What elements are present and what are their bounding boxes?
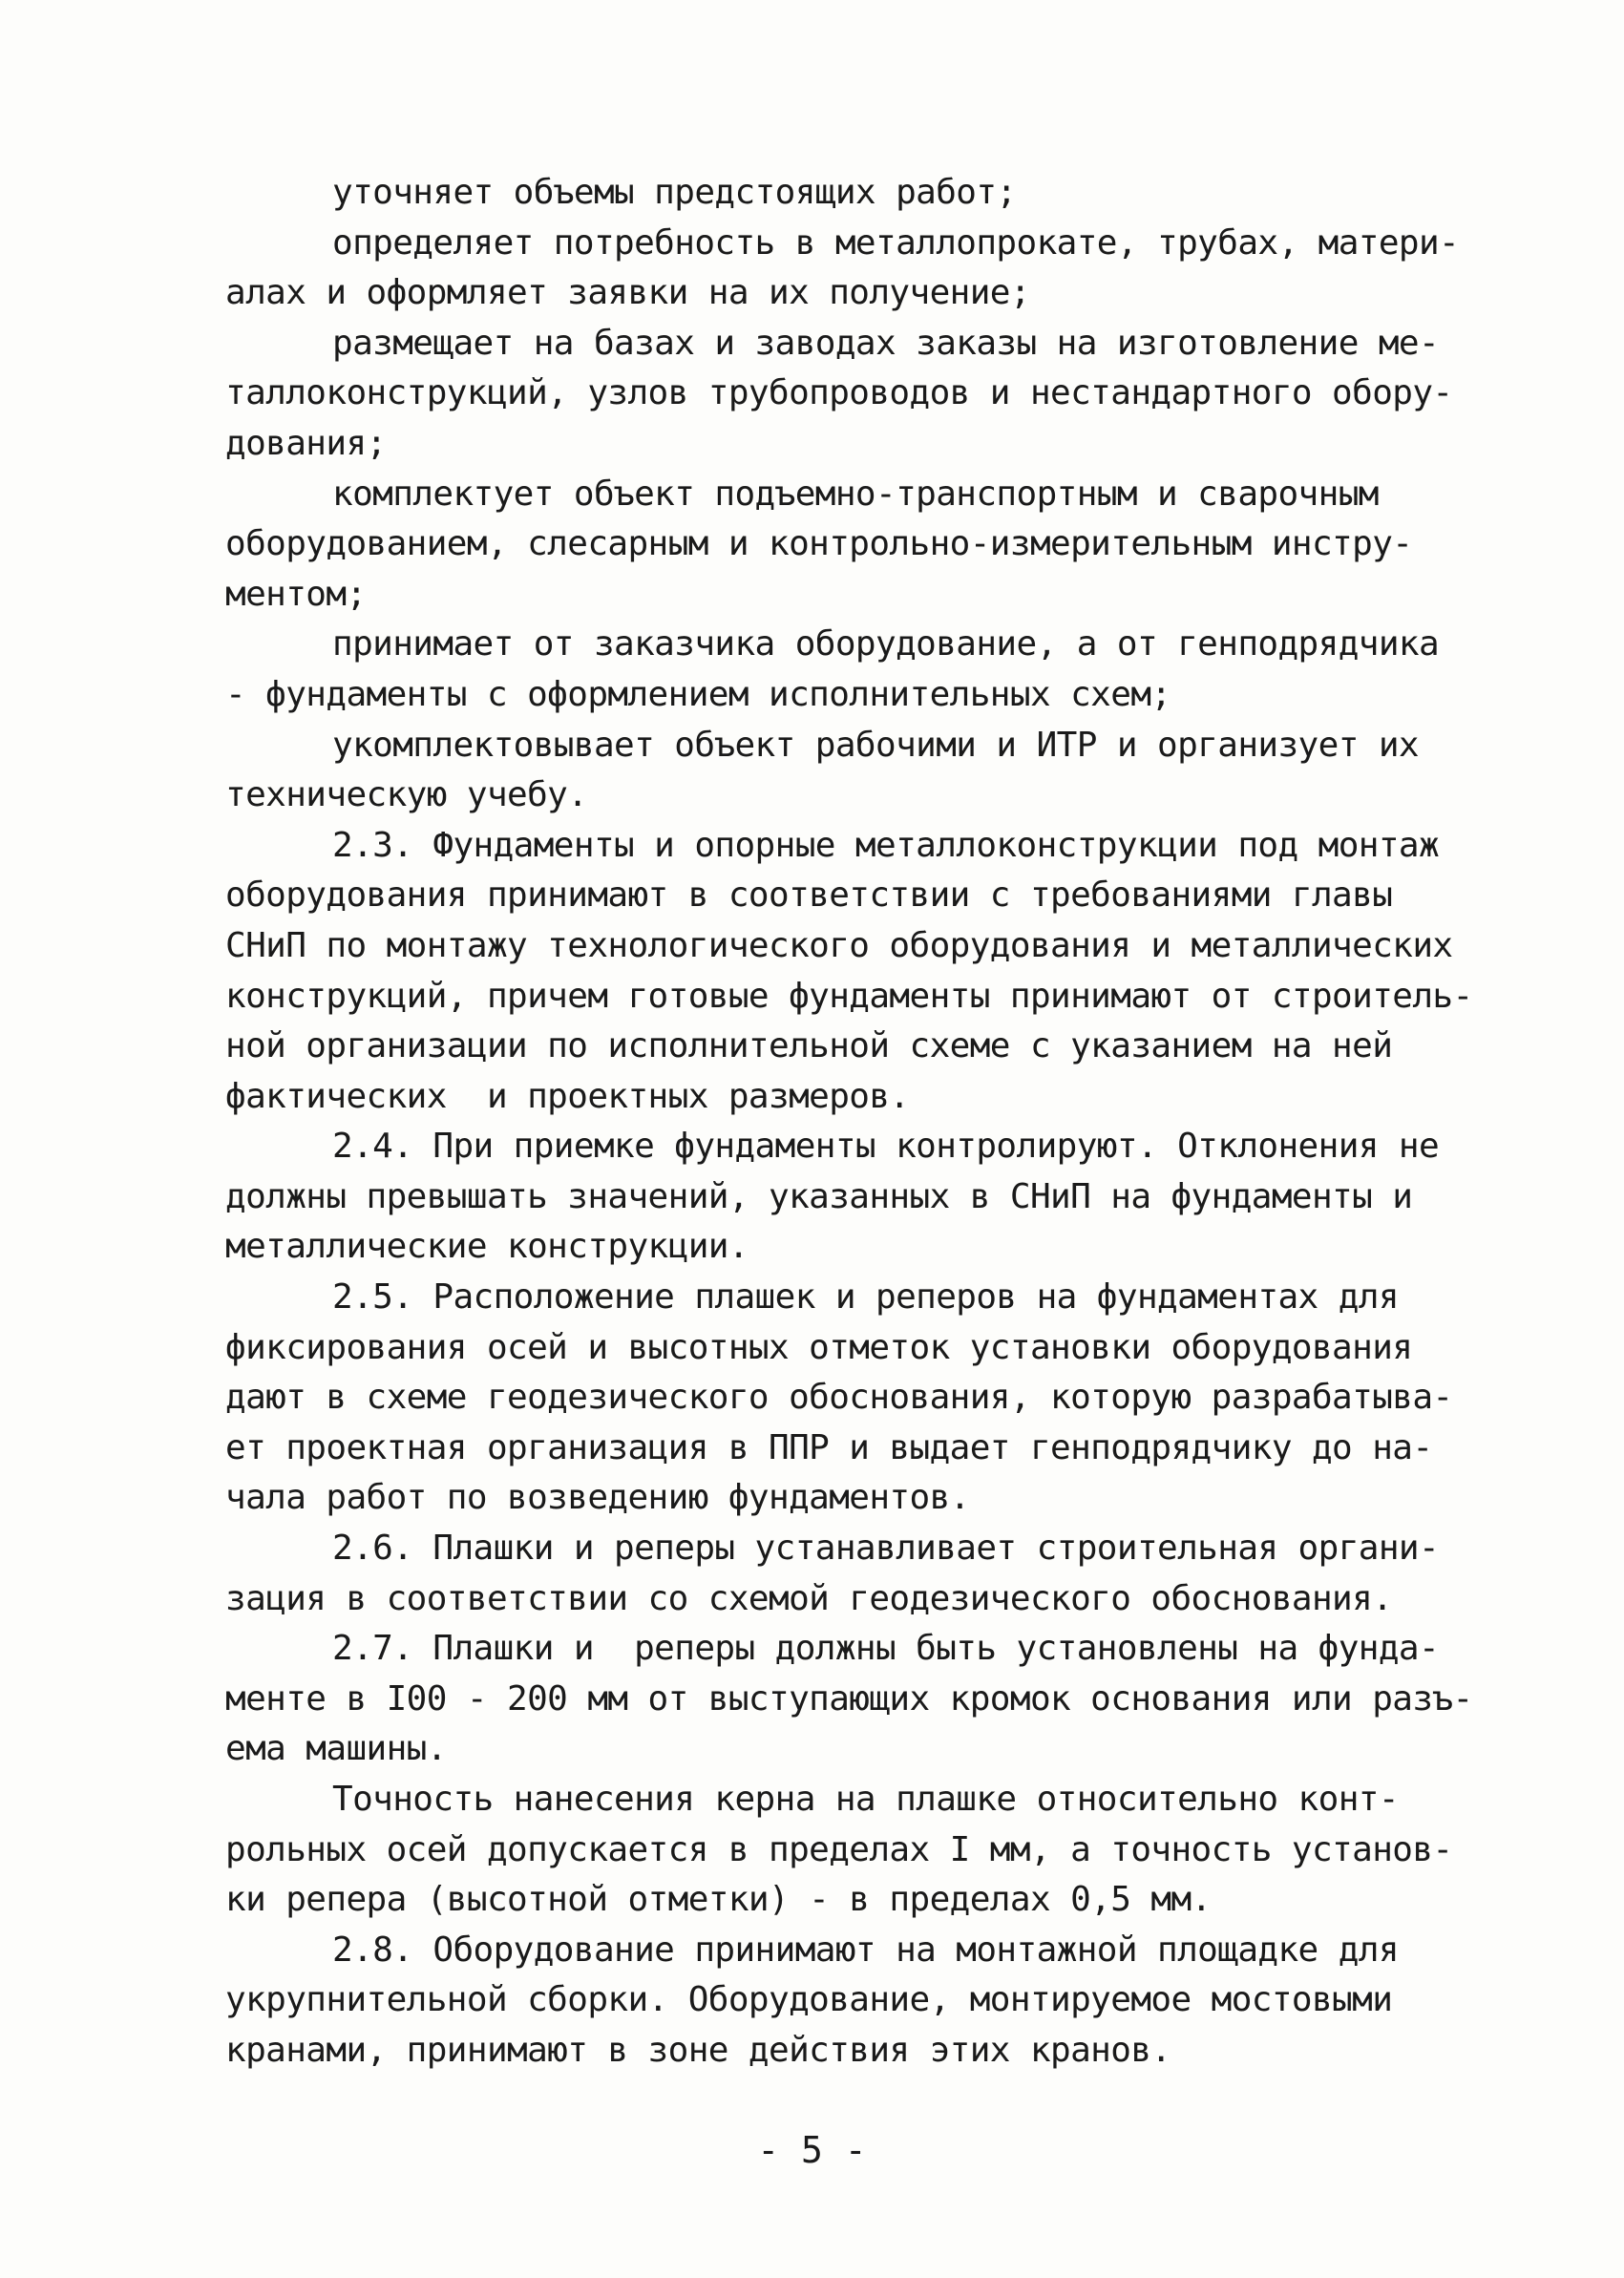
text-line: укрупнительной сборки. Оборудование, монтируемое мостовыми [225,1980,1393,2020]
text-line: принимает от заказчика оборудование, а от генподрядчика [332,624,1440,664]
text-line: конструкций, причем готовые фундаменты принимают от строитель- [225,976,1473,1016]
text-line: определяет потребность в металлопрокате, трубах, матери- [332,222,1460,263]
text-line: техническую учебу. [225,775,588,815]
text-line: 2.3. Фундаменты и опорные металлоконструкции под монтаж [332,825,1440,865]
text-line: таллоконструкций, узлов трубопроводов и нестандартного обору- [225,373,1453,413]
text-line: уточняет объемы предстоящих работ; [332,173,1017,212]
text-line: рольных осей допускается в пределах I мм, а точность установ- [225,1829,1453,1869]
text-line: размещает на базах и заводах заказы на изготовление ме- [332,323,1440,363]
text-line: 2.7. Плашки и реперы должны быть установлены на фунда- [332,1629,1440,1669]
text-line: металлические конструкции. [225,1227,749,1267]
text-line: чала работ по возведению фундаментов. [225,1478,970,1518]
text-line: ной организации по исполнительной схеме с указанием на ней [225,1026,1393,1066]
text-line: фактических и проектных размеров. [225,1076,910,1116]
text-line: укомплектовывает объект рабочими и ИТР и организует их [332,725,1419,765]
text-line: 2.8. Оборудование принимают на монтажной площадке для [332,1930,1399,1970]
text-line: кранами, принимают в зоне действия этих кранов. [225,2030,1171,2070]
text-line: 2.4. При приемке фундаменты контролируют. Отклонения не [332,1127,1440,1167]
text-line: комплектует объект подъемно-транспортным и сварочным [332,474,1379,514]
text-line: 2.5. Расположение плашек и реперов на фундаментах для [332,1277,1399,1318]
text-line: ки репера (высотной отметки) - в пределах 0,5 мм. [225,1880,1212,1920]
text-line: алах и оформляет заявки на их получение; [225,273,1030,313]
text-line: оборудованием, слесарным и контрольно-измерительным инстру- [225,524,1413,564]
text-line: зация в соответствии со схемой геодезического обоснования. [225,1578,1393,1618]
text-line: 2.6. Плашки и реперы устанавливает строительная органи- [332,1529,1440,1569]
body-text [225,168,1514,2077]
text-line: ема машины. [225,1729,447,1769]
text-line: менте в I00 - 200 мм от выступающих кромок основания или разъ- [225,1678,1473,1719]
text-line: Точность нанесения керна на плашке относительно конт- [332,1780,1399,1819]
text-line: фиксирования осей и высотных отметок установки оборудования [225,1327,1413,1367]
text-line: ментом; [225,574,367,614]
text-line: - фундаменты с оформлением исполнительных схем; [225,674,1171,714]
text-line: оборудования принимают в соответствии с требованиями главы [225,875,1393,916]
page-number: - 5 - [757,2129,867,2171]
text-line: дают в схеме геодезического обоснования, которую разрабатыва- [225,1378,1453,1418]
text-line: дования; [225,423,387,463]
text-line: ет проектная организация в ППР и выдает генподрядчику до на- [225,1427,1433,1467]
text-line: СНиП по монтажу технологического оборудования и металлических [225,925,1453,965]
text-line: должны превышать значений, указанных в СНиП на фундаменты и [225,1176,1413,1216]
